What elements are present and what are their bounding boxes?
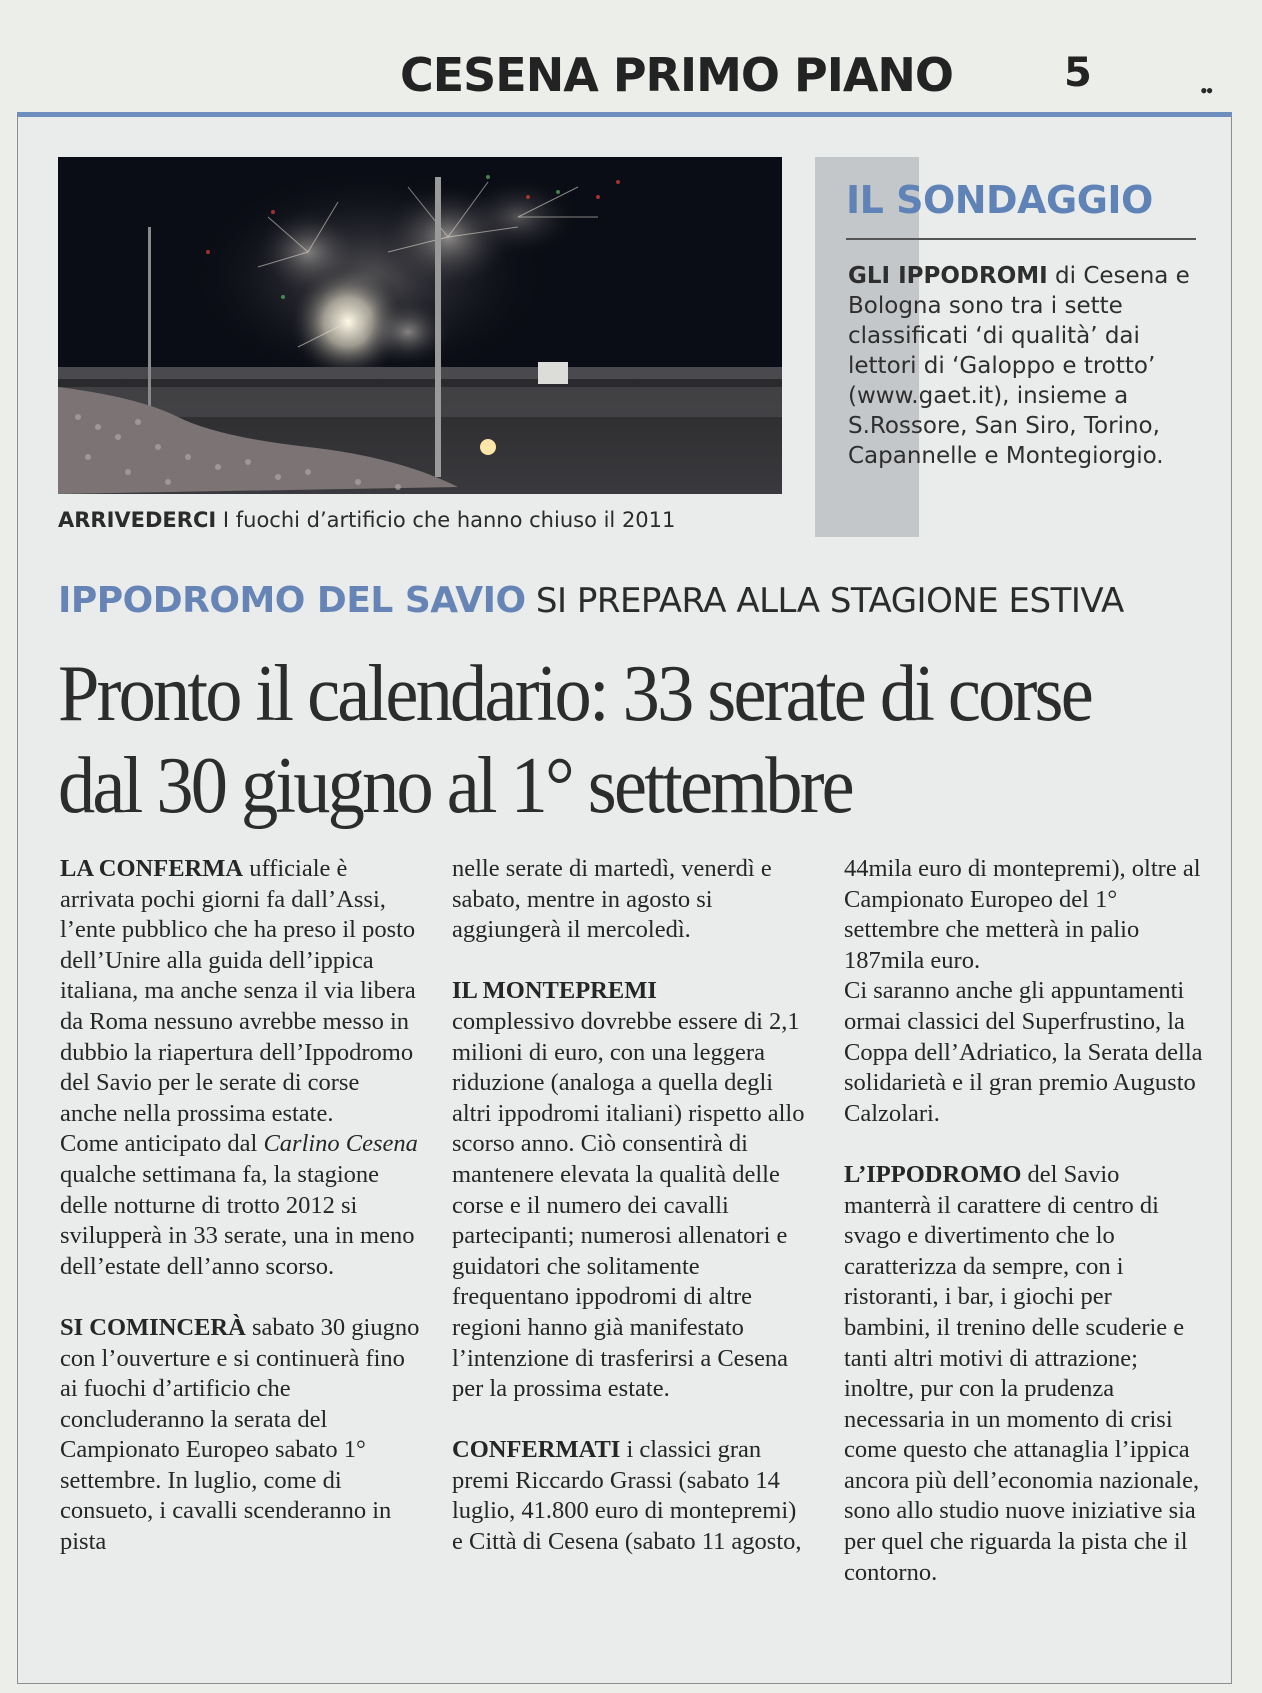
text-carlino-b: qualche settimana fa, la stagione delle notturne di trotto 2012 si svilupperà in 33 serate, una in meno dell’estate dell’anno scorso.: [60, 1160, 415, 1280]
fireworks-photo: [58, 157, 782, 494]
kicker: [58, 580, 1124, 621]
photo-caption: [58, 508, 798, 532]
paragraph-ippodromo: [844, 1160, 1204, 1588]
article-column-2: [452, 854, 812, 1558]
lead-conferma: LA CONFERMA: [60, 855, 244, 882]
kicker-rest: SI PREPARA ALLA STAGIONE ESTIVA: [525, 581, 1124, 621]
paragraph-comincera: [60, 1313, 420, 1558]
paragraph-appuntamenti: Ci saranno anche gli appuntamenti ormai classici del Superfrustino, la Coppa dell’Adriatico, la Serata della solidarietà e il gran premio Augusto Calzolari.: [844, 977, 1203, 1127]
text-montepremi: complessivo dovrebbe essere di 2,1 milioni di euro, con una leggera riduzione (analoga a quella degli altri ippodromi italiani) rispetto allo scorso anno. Ciò consentirà di mantenere elevata la qualità delle corse e il numero dei cavalli partecipanti; numerosi allenatori e guidatori che solitamente frequentano ippodromi di altre regioni hanno già manifestato l’intenzione di trasferirsi a Cesena per la prossima estate.: [452, 1007, 805, 1403]
text-carlino-italic: Carlino Cesena: [263, 1130, 418, 1158]
lead-montepremi: IL MONTEPREMI: [452, 977, 657, 1005]
text-confermati: i classici gran premi Riccardo Grassi (sabato 14 luglio, 41.800 euro di montepremi) e Città di Cesena (sabato 11 agosto,: [452, 1436, 802, 1556]
paragraph-montepremi: [452, 976, 812, 1404]
paragraph-campionato: 44mila euro di montepremi), oltre al Campionato Europeo del 1° settembre che metterà in palio 187mila euro.: [844, 855, 1201, 974]
article-column-3: [844, 854, 1204, 1588]
text-conferma: ufficiale è arrivata pochi giorni fa dall’Assi, l’ente pubblico che ha preso il posto dell’Unire alla guida dell’ippica italiana, ma anche senza il via libera da Roma nessuno avrebbe messo in dubbio la riapertura dell’Ippodromo del Savio per le serate di corse anche nella prossima estate.: [60, 855, 416, 1127]
sondaggio-text: [848, 261, 1198, 471]
kicker-bold: IPPODROMO DEL SAVIO: [58, 580, 526, 621]
sondaggio-body: di Cesena e Bologna sono tra i sette classificati ‘di qualità’ dai lettori di ‘Galoppo e trotto’ (www.gaet.it), insieme a S.Rossore, San Siro, Torino, Capannelle e Montegiorgio.: [848, 263, 1190, 469]
lead-confermati: CONFERMATI: [452, 1436, 621, 1464]
text-ippodromo: del Savio manterrà il carattere di centro di svago e divertimento che lo caratterizza da sempre, con i ristoranti, i bar, i giochi per bambini, il trenino delle scuderie e tanti altri motivi di attrazione; inoltre, pur con la prudenza necessaria in un momento di crisi come questo che attanaglia l’ippica ancora più dell’economia nazionale, sono allo studio nuove iniziative sia per quel che riguarda la pista che il contorno.: [844, 1160, 1200, 1586]
section-title: CESENA PRIMO PIANO: [400, 48, 954, 102]
paragraph-confermati: [452, 1435, 812, 1557]
sondaggio-title: IL SONDAGGIO: [846, 178, 1153, 222]
sondaggio-lead: GLI IPPODROMI: [848, 263, 1048, 289]
headline-line-1: Pronto il calendario: 33 serate di corse: [58, 650, 1091, 738]
headline: [58, 648, 1155, 832]
paragraph-carlino: [60, 1129, 420, 1282]
paragraph-conferma: [60, 854, 420, 1129]
headline-line-2: dal 30 giugno al 1° settembre: [58, 742, 852, 830]
paragraph-serate: nelle serate di martedì, venerdì e sabato, mentre in agosto si aggiungerà il mercoledì.: [452, 855, 772, 944]
text-comincera: sabato 30 giugno con l’ouverture e si continuerà fino ai fuochi d’artificio che concluderanno la serata del Campionato Europeo sabato 1° settembre. In luglio, come di consueto, i cavalli scenderanno in pista: [60, 1313, 420, 1556]
caption-lead: ARRIVEDERCI: [58, 508, 217, 532]
article-column-1: [60, 854, 420, 1558]
lead-comincera: SI COMINCERÀ: [60, 1313, 246, 1341]
sondaggio-divider: [846, 238, 1196, 240]
decorative-dots: ••: [1200, 78, 1212, 103]
fireworks-illustration: [58, 157, 782, 494]
caption-text: I fuochi d’artificio che hanno chiuso il 2011: [222, 508, 676, 532]
lead-ippodromo: L’IPPODROMO: [844, 1160, 1022, 1188]
text-carlino-a: Come anticipato dal: [60, 1130, 264, 1158]
page-number: 5: [1064, 50, 1092, 96]
